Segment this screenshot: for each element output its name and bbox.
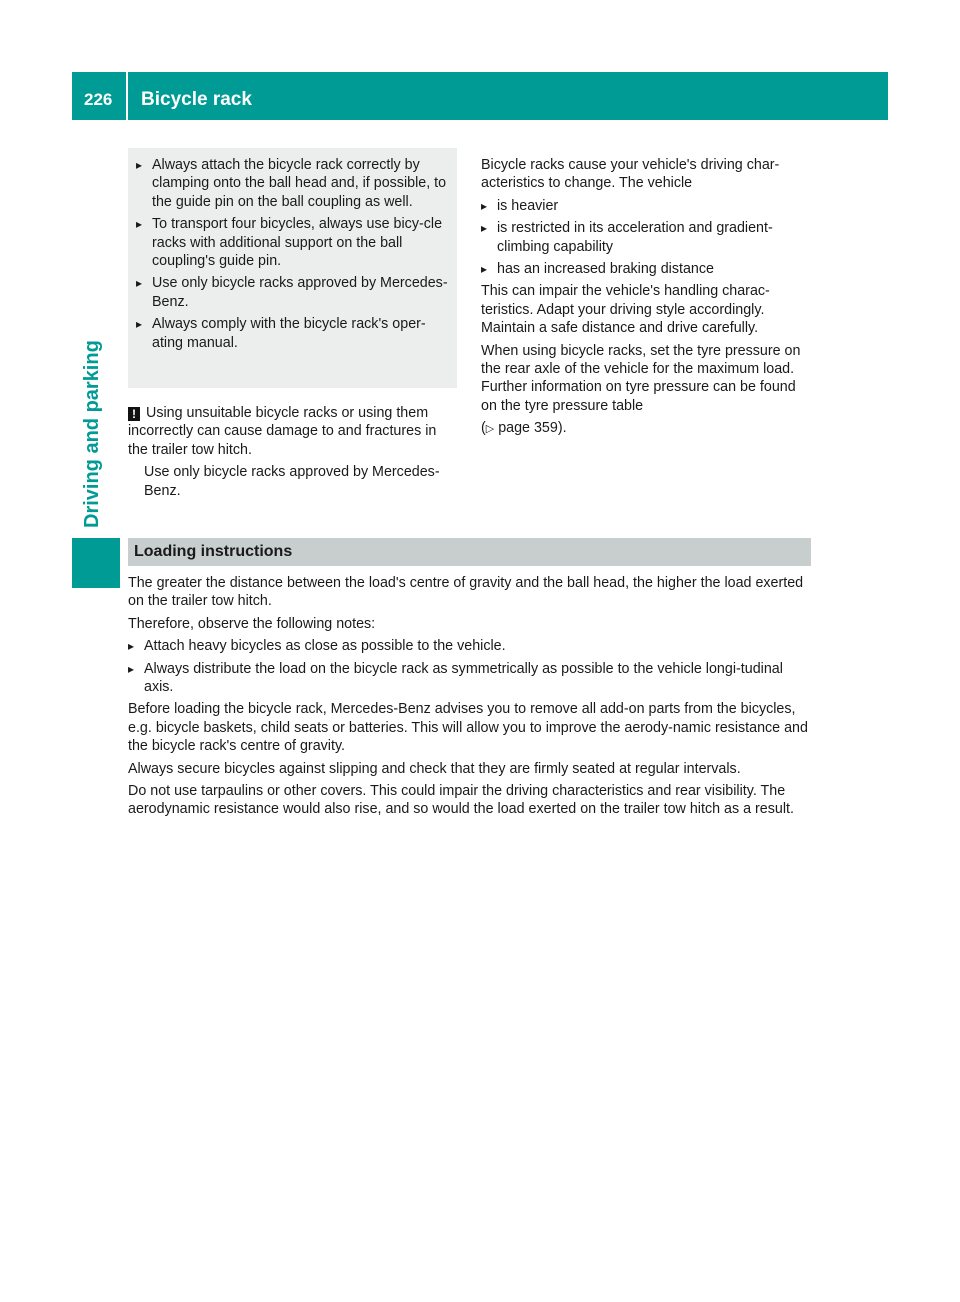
right-para-tyre: When using bicycle racks, set the tyre pressure on the rear axle of the vehicle for the maximum load. Further information on tyre pressure can be found on the tyre pressure table	[481, 342, 801, 414]
list-item: ▸ has an increased braking distance	[481, 260, 813, 278]
list-item: ▸ Use only bicycle racks approved by Mercedes-Benz.	[136, 274, 451, 311]
loading-para-2: Therefore, observe the following notes:	[128, 615, 376, 632]
warning-icon: !	[128, 407, 140, 421]
warning-note	[128, 404, 458, 504]
header-divider	[126, 72, 128, 120]
list-item: ▸ Always comply with the bicycle rack's oper-ating manual.	[136, 315, 451, 352]
chapter-marker	[72, 538, 120, 588]
chapter-label: Driving and parking	[81, 340, 103, 528]
list-item: ▸ Always distribute the load on the bicycle rack as symmetrically as possible to the vehicle longi-tudinal axis.	[128, 660, 812, 697]
loading-para-1: The greater the distance between the load's centre of gravity and the ball head, the higher the load exerted on the trailer tow hitch.	[128, 575, 804, 610]
right-intro: Bicycle racks cause your vehicle's driving char-acteristics to change. The vehicle	[481, 157, 780, 192]
safety-note-list	[136, 156, 451, 356]
list-item: ▸ is heavier	[481, 197, 813, 215]
page-number: 226	[84, 90, 113, 109]
ref-open: (	[481, 420, 486, 437]
warning-advice: Use only bicycle racks approved by Mercedes-Benz.	[144, 464, 440, 499]
warning-text-row	[128, 404, 458, 459]
right-para-handling: This can impair the vehicle's handling charac-teristics. Adapt your driving style accordingly. Maintain a safe distance and drive carefully.	[481, 283, 770, 337]
list-item: ▸ Attach heavy bicycles as close as possible to the vehicle.	[128, 637, 812, 655]
section-title: Loading instructions	[134, 543, 293, 560]
page-title: Bicycle rack	[141, 89, 252, 110]
loading-body	[128, 574, 812, 823]
loading-para-3: Before loading the bicycle rack, Mercedes-Benz advises you to remove all add-on parts from the bicycles, e.g. bicycle baskets, child seats or batteries. This will allow you to improve the aerody-namic resistance and the bicycle rack's centre of gravity.	[128, 701, 808, 755]
loading-para-5: Do not use tarpaulins or other covers. This could impair the driving characteristics and rear visibility. The aerodynamic resistance would also rise, and so would the load exerted on the trailer tow hitch as a result.	[128, 783, 794, 818]
loading-para-4: Always secure bicycles against slipping and check that they are firmly seated at regular intervals.	[128, 760, 741, 777]
page-reference	[481, 419, 813, 438]
page-reference-link[interactable]: page 359).	[494, 420, 567, 437]
right-column	[481, 156, 813, 443]
arrow-right-icon: ▷	[485, 423, 495, 436]
list-item: ▸ Always attach the bicycle rack correctly by clamping onto the ball head and, if possible, to the guide pin on the ball coupling as well.	[136, 156, 451, 211]
list-item: ▸ To transport four bicycles, always use bicy-cle racks with additional support on the ball coupling's guide pin.	[136, 215, 451, 270]
warning-text: Using unsuitable bicycle racks or using them incorrectly can cause damage to and fractures in the trailer tow hitch.	[128, 405, 437, 458]
list-item: ▸ is restricted in its acceleration and gradient-climbing capability	[481, 219, 813, 256]
